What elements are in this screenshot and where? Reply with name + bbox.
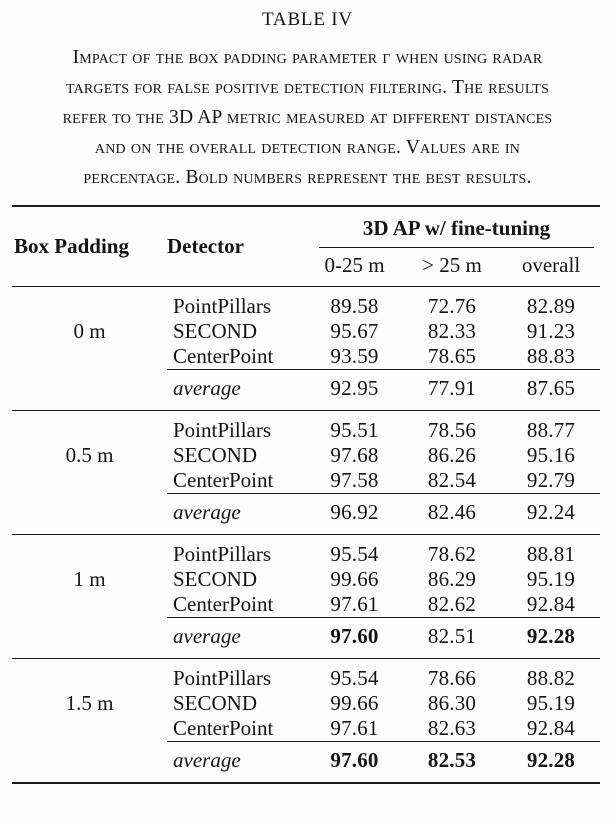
average-row <box>12 742 600 784</box>
ap-value: 82.33 <box>427 319 477 343</box>
ap-value: 88.82 <box>526 666 576 690</box>
detector-name: CenterPoint <box>173 468 274 492</box>
table-row <box>12 659 600 692</box>
ap-value: 82.62 <box>427 592 477 616</box>
ap-value: 92.84 <box>526 716 576 740</box>
box-padding-value: 0.5 m <box>65 443 114 468</box>
ap-value: 95.54 <box>330 542 379 566</box>
detector-name: PointPillars <box>173 542 272 566</box>
average-value: 97.60 <box>307 618 402 659</box>
col-header-3d-ap-group <box>307 206 600 248</box>
ap-value: 95.19 <box>526 691 576 715</box>
ap-value: 97.58 <box>330 468 379 492</box>
ap-value: 95.19 <box>526 567 576 591</box>
col-header-detector: Detector <box>167 206 307 287</box>
average-value: 87.65 <box>502 370 600 411</box>
average-value: 77.91 <box>402 370 502 411</box>
col-header-overall: overall <box>502 248 600 287</box>
caption-line: and on the overall detection range. Values are in <box>94 137 521 158</box>
ap-value: 97.61 <box>330 592 379 616</box>
table-number: TABLE IV <box>262 9 353 30</box>
col-header-3d-ap-label: 3D AP w/ fine-tuning <box>319 207 594 248</box>
ap-value: 93.59 <box>330 344 379 368</box>
ap-value: 88.81 <box>526 542 576 566</box>
caption-line: percentage. Bold numbers represent the best results. <box>83 167 532 188</box>
ap-value: 86.30 <box>427 691 477 715</box>
ap-value: 97.68 <box>330 443 379 467</box>
detector-name: PointPillars <box>173 294 272 318</box>
average-value: 82.53 <box>402 742 502 784</box>
box-padding-value: 0 m <box>73 319 106 344</box>
padding-group-0m <box>12 287 600 411</box>
caption-line: targets for false positive detection filtering. The results <box>65 77 550 98</box>
ap-value: 78.62 <box>427 542 477 566</box>
ap-value: 95.51 <box>330 418 379 442</box>
average-value: 97.60 <box>307 742 402 784</box>
ap-value: 95.16 <box>526 443 576 467</box>
table-row <box>12 411 600 444</box>
col-header-box-padding: Box Padding <box>12 206 167 287</box>
empty-cell <box>12 494 167 535</box>
ap-value: 92.79 <box>526 468 576 492</box>
average-value: 92.28 <box>502 618 600 659</box>
detector-name: CenterPoint <box>173 592 274 616</box>
ap-value: 86.26 <box>427 443 477 467</box>
ap-value: 99.66 <box>330 567 379 591</box>
empty-cell <box>12 370 167 411</box>
ap-value: 95.67 <box>330 319 379 343</box>
padding-group-1-5m <box>12 659 600 784</box>
average-label: average <box>167 618 307 659</box>
ap-value: 72.76 <box>427 294 477 318</box>
detector-name: SECOND <box>173 691 258 715</box>
results-table <box>12 205 600 784</box>
col-header-0-25m: 0-25 m <box>307 248 402 287</box>
empty-cell <box>12 742 167 784</box>
col-header-gt-25m: > 25 m <box>402 248 502 287</box>
average-row <box>12 618 600 659</box>
ap-value: 92.84 <box>526 592 576 616</box>
padding-group-1m <box>12 535 600 659</box>
ap-value: 82.54 <box>427 468 477 492</box>
ap-value: 97.61 <box>330 716 379 740</box>
caption-line: refer to the 3D AP metric measured at different distances <box>62 107 553 128</box>
ap-value: 78.66 <box>427 666 477 690</box>
ap-value: 88.77 <box>526 418 576 442</box>
average-value: 82.46 <box>402 494 502 535</box>
detector-name: SECOND <box>173 443 258 467</box>
detector-name: CenterPoint <box>173 716 274 740</box>
average-label: average <box>167 742 307 784</box>
ap-value: 95.54 <box>330 666 379 690</box>
ap-value: 88.83 <box>526 344 576 368</box>
average-row <box>12 370 600 411</box>
table-caption <box>0 9 615 193</box>
ap-value: 78.65 <box>427 344 477 368</box>
ap-value: 78.56 <box>427 418 477 442</box>
detector-name: CenterPoint <box>173 344 274 368</box>
caption-line: Impact of the box padding parameter γ when using radar <box>72 47 543 68</box>
average-label: average <box>167 370 307 411</box>
box-padding-value: 1 m <box>73 567 106 592</box>
average-label: average <box>167 494 307 535</box>
detector-name: PointPillars <box>173 666 272 690</box>
detector-name: SECOND <box>173 567 258 591</box>
average-row <box>12 494 600 535</box>
average-value: 92.28 <box>502 742 600 784</box>
ap-value: 89.58 <box>330 294 379 318</box>
ap-value: 82.63 <box>427 716 477 740</box>
average-value: 92.95 <box>307 370 402 411</box>
ap-value: 99.66 <box>330 691 379 715</box>
table-header <box>12 206 600 287</box>
average-value: 96.92 <box>307 494 402 535</box>
table-row <box>12 535 600 568</box>
average-value: 92.24 <box>502 494 600 535</box>
detector-name: PointPillars <box>173 418 272 442</box>
empty-cell <box>12 618 167 659</box>
table-row <box>12 287 600 320</box>
padding-group-0-5m <box>12 411 600 535</box>
ap-value: 91.23 <box>526 319 576 343</box>
average-value: 82.51 <box>402 618 502 659</box>
detector-name: SECOND <box>173 319 258 343</box>
ap-value: 86.29 <box>427 567 477 591</box>
box-padding-value: 1.5 m <box>65 691 114 716</box>
ap-value: 82.89 <box>526 294 576 318</box>
